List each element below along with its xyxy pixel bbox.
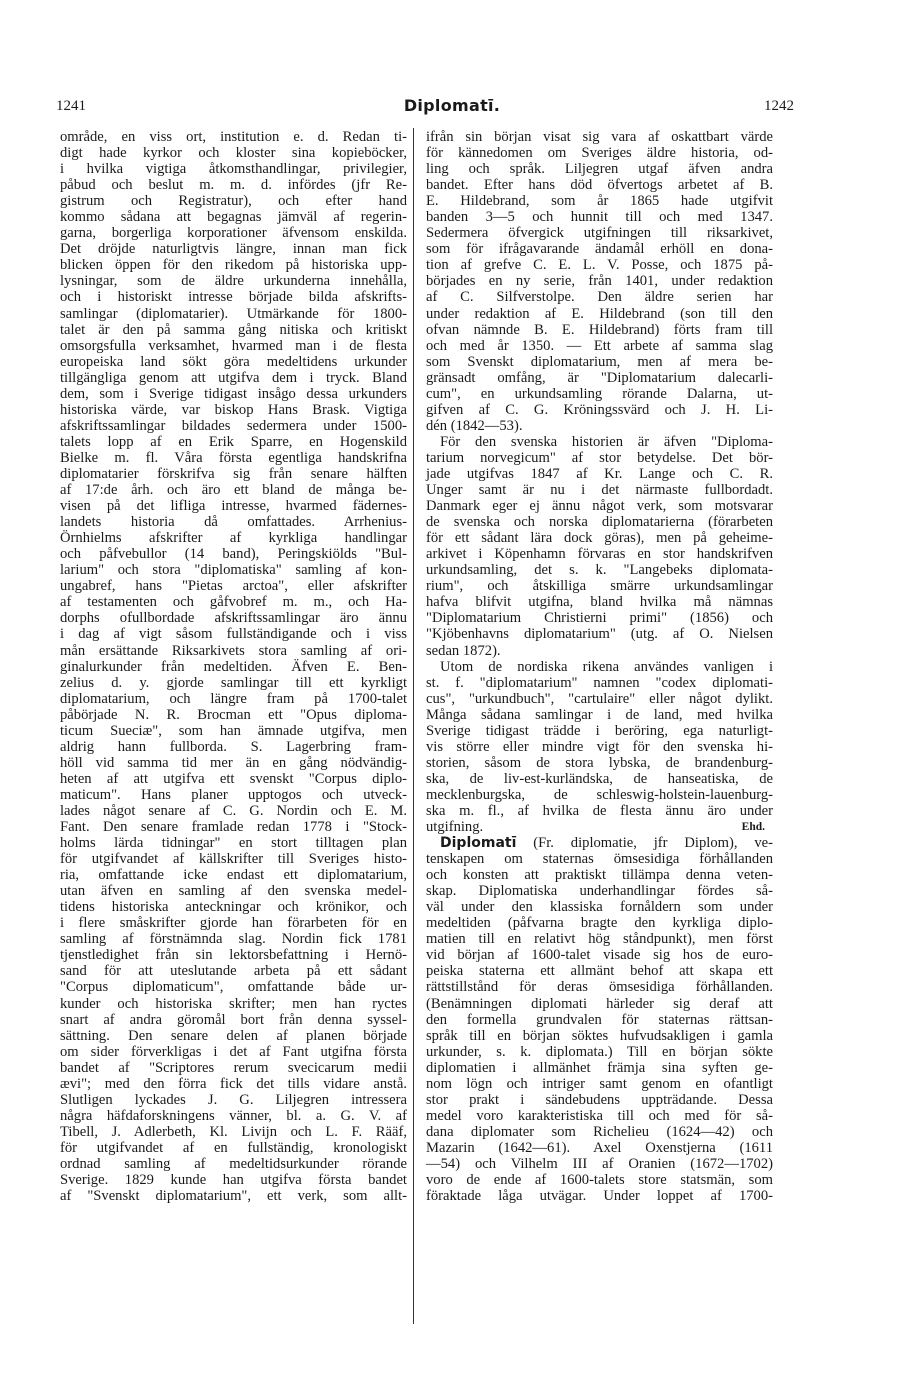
text-line: aldrig hann fullborda. S. Lagerbring fram- (60, 738, 407, 755)
author-signature: Ehd. (741, 821, 765, 834)
text-line: Fant. Den senare framlade redan 1778 i "Stock- (60, 819, 407, 836)
text-line: garna, borgerliga korporationer äfvensom enskilda. (60, 225, 407, 242)
text-line: Utom de nordiska rikena användes vanligen i (440, 658, 773, 675)
text-line: "Corpus diplomaticum", omfattande både ur- (60, 979, 407, 996)
text-line: diplomatarium, och längre fram på 1700-talet (60, 690, 407, 707)
text-line: Örnhielms afskrifter af kyrkliga handlingar (60, 530, 407, 547)
article-headword: Diplomatī (440, 835, 517, 852)
text-line: (Benämningen diplomati härleder sig deraf att (426, 995, 773, 1012)
text-line: börjades en ny serie, från 1401, under redaktion (426, 273, 773, 290)
text-line: om sider förverkligas i det af Fant utgifna första (60, 1043, 407, 1060)
text-line: cus", "urkundbuch", "cartulaire" eller något dylikt. (426, 690, 773, 707)
text-line: den formella grundvalen för staternas rättsan- (426, 1011, 773, 1028)
text-line: under redaktion af E. Hildebrand (son till den (426, 305, 773, 322)
running-head-title: Diplomatī. (403, 96, 501, 115)
text-line: kunder och historiska skrifter; men han ryctes (60, 995, 407, 1012)
text-line: ria, omfattande icke endast ett diplomatarium, (60, 867, 407, 884)
text-line: —54) och Vilhelm III af Oranien (1672—1702) (426, 1156, 773, 1172)
text-line: zelius d. y. gjorde samlingar till ett kyrkligt (60, 674, 407, 691)
text-line: st. f. "diplomatarium" namnen "codex diplomati- (426, 674, 773, 691)
text-line: banden 3—5 och hunnit till och med 1347. (426, 209, 773, 226)
text-line: bandet. Efter hans död öfvertogs arbetet af B. (426, 177, 773, 194)
text-line: mån ersättande Riksarkivets stora samling af ori- (60, 642, 407, 659)
text-line: Danmark eger ej ännu något verk, som motsvarar (426, 498, 773, 515)
text-line: i flere småskrifter gjorde han förarbeten för en (60, 915, 407, 932)
text-line: för utgifvandet af källskrifter till Sveriges histo- (60, 851, 407, 868)
text-line: af "Svenskt diplomatarium", ett verk, som allt- (60, 1188, 407, 1205)
text-line: af testamenten och gåfvobref m. m., och Ha- (60, 594, 407, 611)
text-line: i dag af vigt såsom fullständigande och i viss (60, 626, 407, 643)
text-line: larium" och stora "diplomatiska" samling af kon- (60, 562, 407, 579)
text-line: hafva blifvit utgifna, bland hvilka må nämnas (426, 594, 773, 611)
text-line: dem, som i Sverige tidigast insågo dessa urkunders (60, 385, 407, 402)
text-line: som Svenskt diplomatarium, men af mera be- (426, 353, 773, 370)
text-line: Sverige tidigast trädde i beröring, ega naturligt- (426, 722, 773, 739)
text-line: ungabref, hans "Pietas arctoa", eller afskrifter (60, 578, 407, 595)
text-line: de svenska och norska diplomatarierna (förarbeten (426, 514, 773, 531)
text-line: föraktade låga utvägar. Under loppet af 1700- (426, 1188, 773, 1205)
text-line: Tibell, J. Adlerbeth, Kl. Livijn och L. F. Rääf, (60, 1123, 407, 1140)
text-line: och med år 1350. — Ett arbete af samma slag (426, 337, 773, 354)
text-line: Sverige. 1829 kunde han utgifva första bandet (60, 1172, 407, 1189)
left-column (60, 129, 407, 1204)
text-line: diplomatarier förskrifva sig från senare hälften (60, 465, 407, 482)
text-line: "Kjöbenhavns diplomatarium" (utg. af O. Nielsen (426, 626, 773, 643)
text-line: rium", och åtskilliga smärre urkundsamlingar (426, 578, 773, 595)
text-line: visen på det lifliga intresse, hvarmed fädernes- (60, 498, 407, 515)
text-line: höll vid samma tid mer än en gång nödvändig- (60, 754, 407, 771)
text-line: ginalurkunder från medeltiden. Äfven E. Ben- (60, 658, 407, 675)
text-line: Sedermera öfvergick utgifningen till riksarkivet, (426, 225, 773, 242)
text-line: påbörjade N. R. Brocman ett "Opus diploma- (60, 706, 407, 723)
text-line: lysningar, som de äldre urkunderna innehålla, (60, 273, 407, 290)
text-line: ling och språk. Liljegren utgaf äfven andra (426, 161, 773, 178)
text-line: "Diplomatarium Christierni primi" (1856) och (426, 610, 773, 627)
text-line: utan äfven en samling af den svenska medel- (60, 883, 407, 900)
text-line: lades något senare af C. G. Nordin och E. M. (60, 802, 407, 819)
text-line: talet är den på samma gång nitiska och kritiskt (60, 321, 407, 338)
text-line: sättning. Den senare delen af planen började (60, 1027, 407, 1044)
text-line: diplomatien i allmänhet främja sina syften ge- (426, 1059, 773, 1076)
text-line: område, en viss ort, institution e. d. Redan ti- (60, 129, 407, 145)
text-line: för kännedomen om Sveriges äldre historia, od- (426, 145, 773, 162)
text-line: dorphs ofullbordade afskriftssamlingar äro ännu (60, 610, 407, 627)
text-line: heten af att utgifva ett svenskt "Corpus diplo- (60, 770, 407, 787)
text-line: mecklenburgska, de schleswig-holstein-lauenburg- (426, 786, 773, 803)
text-line: sand för att uteslutande arbeta på ett sådant (60, 963, 407, 980)
text-line: påbud och beslut m. m. d. infördes (jfr Re- (60, 177, 407, 194)
text-line: kommo sådana att begagnas jämväl af regerin- (60, 209, 407, 226)
text-line: medel voro karakteristiska till och med för så- (426, 1107, 773, 1124)
text-line: samlingar (diplomatarier). Utmärkande för 1800- (60, 305, 407, 322)
text-line: och konsten att praktiskt tillämpa denna veten- (426, 867, 773, 884)
text-line: maticum". Hans planer upptogos och utveck- (60, 786, 407, 803)
text-line: bandet af "Scriptores rerum svecicarum medii (60, 1059, 407, 1076)
text-line: väl under den klassiska fornåldern som under (426, 899, 773, 916)
text-line: tjenstledighet från sin lektorsbefattning i Hernö- (60, 947, 407, 964)
text-line: Mazarin (1642—61). Axel Oxenstjerna (1611 (426, 1139, 773, 1156)
text-line: jade utgifvas 1847 af Kr. Lange och C. R. (426, 465, 773, 482)
text-line: ifrån sin början visat sig vara af oskattbart värde (426, 129, 773, 145)
right-column (426, 129, 773, 1204)
text-line: ordnad samling af medeltidsurkunder rörande (60, 1156, 407, 1172)
column-rule (413, 128, 414, 1324)
text-line: ska m. fl., af hvilka de flesta ännu äro under (426, 802, 773, 819)
text-line: För den svenska historien är äfven "Diploma- (440, 433, 773, 450)
text-line: Slutligen lyckades J. G. Liljegren intressera (60, 1091, 407, 1108)
text-line: gränsadt omfång, är "Diplomatarium dalecarli- (426, 369, 773, 386)
text-line: gistrum och Registratur), och efter hand (60, 193, 407, 210)
text-line: voro de ende af 1600-talets store statsmän, som (426, 1172, 773, 1189)
text-line: tenskapen om staternas ömsesidiga förhållanden (426, 851, 773, 868)
text-line: afskriftssamlingar bildades sedermera under 1500- (60, 417, 407, 434)
text-line: några häfdaforskningens vänner, bl. a. G. V. af (60, 1107, 407, 1124)
page-number-right: 1242 (764, 98, 794, 114)
text-line: europeiska land sökt göra medeltidens urkunder (60, 353, 407, 370)
text-line: Unger samt är nu i det närmaste fullbordadt. (426, 482, 773, 499)
text-line: cum", en urkundsamling rörande Dalarna, ut- (426, 385, 773, 402)
text-line: skap. Diplomatiska underhandlingar fördes så- (426, 883, 773, 900)
text-line: tion af grefve C. E. L. V. Posse, och 1875 på- (426, 257, 773, 274)
text-line: språk till en början söktes hufvudsakligen i gamla (426, 1027, 773, 1044)
text-line: af 17:de årh. och äro ett bland de många be- (60, 482, 407, 499)
text-line: och i historiskt intresse började bilda afskrifts- (60, 289, 407, 306)
text-line: i hvilka vigtiga åtkomsthandlingar, privilegier, (60, 161, 407, 178)
text-line: peiska staterna ett allmänt behof att skapa ett (426, 963, 773, 980)
text-line: af C. Silfverstolpe. Den äldre serien har (426, 289, 773, 306)
text-line: matien till en relativt hög ståndpunkt), men först (426, 931, 773, 948)
text-line: utgifning. (426, 819, 484, 836)
text-line: urkundsamling, det s. k. "Langebeks diplomata- (426, 562, 773, 579)
text-line: urkunder, s. k. diplomata.) Till en början sökte (426, 1043, 773, 1060)
text-line: storien, såsom de stora lybska, de brandenburg- (426, 754, 773, 771)
text-line: blicken öppen för den rikedom på historiska upp- (60, 257, 407, 274)
text-line: omsorgsfulla verksamhet, hvarmed man i de flesta (60, 337, 407, 354)
text-line: för utgifvandet af en fullständig, kronologiskt (60, 1139, 407, 1156)
text-line: snart af andra göromål bort från denna syssel- (60, 1011, 407, 1028)
page-number-left: 1241 (56, 98, 86, 114)
text-line: landets historia då omfattades. Arrhenius- (60, 514, 407, 531)
text-line: och påfvebullor (14 band), Peringskiölds "Bul- (60, 546, 407, 563)
text-line: tarium norvegicum" af stor betydelse. Det bör- (426, 449, 773, 466)
text-line: för ett sådant lära dock göras), men på geheime- (426, 530, 773, 547)
text-line: tillgängliga genom att utgifva dem i tryck. Bland (60, 369, 407, 386)
text-line: dén (1842—53). (426, 417, 523, 434)
text-line: ofvan nämnde B. E. Hildebrand) förts fram till (426, 321, 773, 338)
text-line: dana diplomater som Richelieu (1624—42) och (426, 1123, 773, 1140)
text-line: tidens historiska anteckningar och krönikor, och (60, 899, 407, 916)
text-line: vid början af 1600-talet visade sig hos de euro- (426, 947, 773, 964)
text-line: vis större eller mindre vigt för den svenska hi- (426, 738, 773, 755)
text-line: stor prakt i sändebudens uppträdande. Dessa (426, 1091, 773, 1108)
text-line: Det dröjde naturligtvis längre, innan man fick (60, 241, 407, 258)
text-line: E. Hildebrand, som år 1865 hade utgifvit (426, 193, 773, 210)
text-line: samling af förstnämnda slag. Nordin fick 1781 (60, 931, 407, 948)
text-line: talets lopp af en Erik Sparre, en Hogenskild (60, 433, 407, 450)
text-line: gifven af C. G. Kröningssvärd och J. H. Li- (426, 401, 773, 418)
text-line: rättstillstånd för deras ömsesidiga förhållanden. (426, 979, 773, 996)
text-line: sedan 1872). (426, 642, 501, 659)
text-line: nom lögn och intriger samt genom en ofantligt (426, 1075, 773, 1092)
text-line: ticum Sueciæ", som han ämnade utgifva, men (60, 722, 407, 739)
text-line: digt hade kyrkor och kloster sina kopieböcker, (60, 145, 407, 162)
text-line: Diplomatī (Fr. diplomatie, jfr Diplom), ve- (440, 835, 773, 852)
text-line: medeltiden (påfvarna bragte den kyrkliga diplo- (426, 915, 773, 932)
text-line: som för ifrågavarande ändamål erhöll en dona- (426, 241, 773, 258)
text-line: Många sådana samlingar i de land, med hvilka (426, 706, 773, 723)
text-line: holms lärda tidningar" en stort tilltagen plan (60, 835, 407, 852)
text-line: historiska värde, var biskop Hans Brask. Vigtiga (60, 401, 407, 418)
text-line: Bielke m. fl. Våra första egentliga handskrifna (60, 449, 407, 466)
text-line: ævi"; med den förra fick det tills vidare anstå. (60, 1075, 407, 1092)
text-line: arkivet i Köpenhamn förvaras en stor handskrifven (426, 546, 773, 563)
text-line: ska, de liv-est-kurländska, de hanseatiska, de (426, 770, 773, 787)
